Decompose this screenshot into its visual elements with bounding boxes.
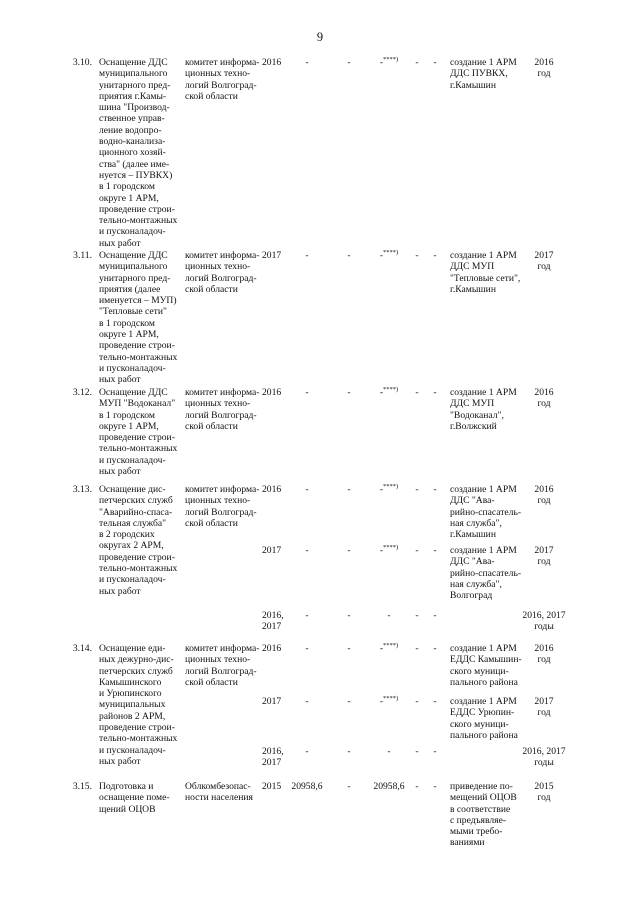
value-local: - bbox=[415, 545, 419, 556]
footnote-mark: ****) bbox=[383, 642, 399, 649]
executor: комитет информа- ционных техно- логий Волгоград- ской области bbox=[185, 387, 260, 432]
measure-name: Оснащение дис- петчерских служб "Аварийно-спаса- тельная служба" в 2 городских округах 2 АРМ, проведение строи- тельно-монтажных и пусконаладоч- ных работ bbox=[99, 484, 178, 597]
executor: комитет информа- ционных техно- логий Волгоград- ской области bbox=[185, 57, 260, 102]
value-total: - bbox=[305, 610, 309, 621]
measure-name: Оснащение ДДС муниципального унитарного пред- приятия г.Камы- шина "Производ- ственное управ- ление водопро- водно-канализа- ционного хозяй- ства" (далее име- нуется – ПУВКХ) в 1 городском округе 1 АРМ, проведение строи- тельно-монтажных и пусконаладоч- ных работ bbox=[99, 57, 178, 249]
value-regional: -****) bbox=[379, 483, 399, 495]
value-total: - bbox=[305, 545, 309, 556]
value-total: 20958,6 bbox=[291, 781, 323, 792]
value-local: - bbox=[415, 746, 419, 757]
value-federal: - bbox=[347, 610, 351, 621]
footnote-mark: ****) bbox=[383, 56, 399, 63]
value-local: - bbox=[415, 781, 419, 792]
value-local: - bbox=[415, 643, 419, 654]
executor: комитет информа- ционных техно- логий Волгоград- ской области bbox=[185, 250, 260, 295]
year: 2016 bbox=[262, 643, 282, 654]
value-local: - bbox=[415, 387, 419, 398]
value-other: - bbox=[433, 387, 437, 398]
value-federal: - bbox=[347, 746, 351, 757]
value-federal: - bbox=[347, 696, 351, 707]
item-number: 3.11. bbox=[73, 250, 92, 261]
value-federal: - bbox=[347, 643, 351, 654]
page-number: 9 bbox=[316, 30, 324, 44]
deadline: 2016 год bbox=[534, 484, 554, 507]
value-federal: - bbox=[347, 545, 351, 556]
value-other: - bbox=[433, 746, 437, 757]
expected-result: создание 1 АРМ ЕДДС Урюпин- ского муници- пального района bbox=[450, 696, 518, 741]
value-federal: - bbox=[347, 250, 351, 261]
deadline: 2017 год bbox=[534, 696, 554, 719]
value-regional: -****) bbox=[379, 695, 399, 707]
item-number: 3.15. bbox=[72, 781, 92, 792]
item-number: 3.12. bbox=[72, 387, 92, 398]
measure-name: Подготовка и оснащение поме- щений ОЦОВ bbox=[99, 781, 170, 815]
executor: комитет информа- ционных техно- логий Волгоград- ской области bbox=[185, 643, 260, 688]
value-other: - bbox=[433, 610, 437, 621]
year: 2016 bbox=[262, 484, 282, 495]
expected-result: приведение по- мещений ОЦОВ в соответствие с предъявляе- мыми требо- ваниями bbox=[450, 781, 517, 849]
expected-result: создание 1 АРМ ДДС "Ава- рийно-спасатель- ная служба", г.Камышин bbox=[450, 484, 522, 541]
deadline: 2016, 2017 годы bbox=[522, 610, 566, 633]
deadline: 2017 год bbox=[534, 250, 554, 273]
year: 2016 bbox=[262, 387, 282, 398]
value-regional: -****) bbox=[379, 56, 399, 68]
value-regional: -****) bbox=[379, 642, 399, 654]
executor: Облкомбезопас- ности населения bbox=[185, 781, 253, 804]
value-federal: - bbox=[347, 57, 351, 68]
value-federal: - bbox=[347, 781, 351, 792]
value-local: - bbox=[415, 57, 419, 68]
deadline: 2016 год bbox=[534, 643, 554, 666]
expected-result: создание 1 АРМ ДДС ПУВКХ, г.Камышин bbox=[450, 57, 517, 91]
value-other: - bbox=[433, 696, 437, 707]
expected-result: создание 1 АРМ ЕДДС Камышин- ского муници- пального района bbox=[450, 643, 522, 688]
year: 2015 bbox=[262, 781, 282, 792]
value-other: - bbox=[433, 643, 437, 654]
year: 2017 bbox=[262, 250, 282, 261]
expected-result: создание 1 АРМ ДДС МУП "Тепловые сети", г.Камышин bbox=[450, 250, 521, 295]
measure-name: Оснащение ДДС МУП "Водоканал" в 1 городском округе 1 АРМ, проведение строи- тельно-монтажных и пусконаладоч- ных работ bbox=[99, 387, 178, 478]
value-local: - bbox=[415, 696, 419, 707]
footnote-mark: ****) bbox=[383, 695, 399, 702]
value-total: - bbox=[305, 746, 309, 757]
expected-result: создание 1 АРМ ДДС МУП "Водоканал", г.Волжский bbox=[450, 387, 517, 432]
item-number: 3.13. bbox=[72, 484, 92, 495]
value-total: - bbox=[305, 387, 309, 398]
expected-result: создание 1 АРМ ДДС "Ава- рийно-спасатель- ная служба", Волгоград bbox=[450, 545, 522, 602]
value-other: - bbox=[433, 484, 437, 495]
deadline: 2015 год bbox=[534, 781, 554, 804]
value-other: - bbox=[433, 545, 437, 556]
footnote-mark: ****) bbox=[383, 249, 399, 256]
value-total: - bbox=[305, 643, 309, 654]
year: 2017 bbox=[262, 545, 282, 556]
footnote-mark: ****) bbox=[383, 386, 399, 393]
deadline: 2016 год bbox=[534, 57, 554, 80]
value-regional: -****) bbox=[379, 386, 399, 398]
value-total: - bbox=[305, 250, 309, 261]
year: 2017 bbox=[262, 696, 282, 707]
value-regional: - bbox=[387, 746, 391, 757]
value-total: - bbox=[305, 696, 309, 707]
executor: комитет информа- ционных техно- логий Волгоград- ской области bbox=[185, 484, 260, 529]
value-other: - bbox=[433, 250, 437, 261]
measure-name: Оснащение еди- ных дежурно-дис- петчерских служб Камышинского и Урюпинского муниципальных районов 2 АРМ, проведение строи- тельно-монтажных и пусконаладоч- ных работ bbox=[99, 643, 178, 767]
value-other: - bbox=[433, 57, 437, 68]
value-other: - bbox=[433, 781, 437, 792]
footnote-mark: ****) bbox=[383, 483, 399, 490]
value-total: - bbox=[305, 57, 309, 68]
footnote-mark: ****) bbox=[383, 544, 399, 551]
value-local: - bbox=[415, 250, 419, 261]
value-local: - bbox=[415, 610, 419, 621]
deadline: 2016 год bbox=[534, 387, 554, 410]
item-number: 3.14. bbox=[72, 643, 92, 654]
value-regional: - bbox=[387, 610, 391, 621]
value-regional: -****) bbox=[379, 249, 399, 261]
value-federal: - bbox=[347, 484, 351, 495]
value-local: - bbox=[415, 484, 419, 495]
item-number: 3.10. bbox=[72, 57, 92, 68]
measure-name: Оснащение ДДС муниципального унитарного пред- приятия (далее именуется – МУП) "Тепловые сети" в 1 городском округе 1 АРМ, проведение строи- тельно-монтажных и пусконаладоч- ных работ bbox=[99, 250, 178, 386]
year: 2016, 2017 bbox=[262, 746, 284, 769]
value-regional: -****) bbox=[379, 544, 399, 556]
value-total: - bbox=[305, 484, 309, 495]
value-federal: - bbox=[347, 387, 351, 398]
deadline: 2016, 2017 годы bbox=[522, 746, 566, 769]
deadline: 2017 год bbox=[534, 545, 554, 568]
year: 2016, 2017 bbox=[262, 610, 284, 633]
year: 2016 bbox=[262, 57, 282, 68]
value-regional: 20958,6 bbox=[373, 781, 405, 792]
